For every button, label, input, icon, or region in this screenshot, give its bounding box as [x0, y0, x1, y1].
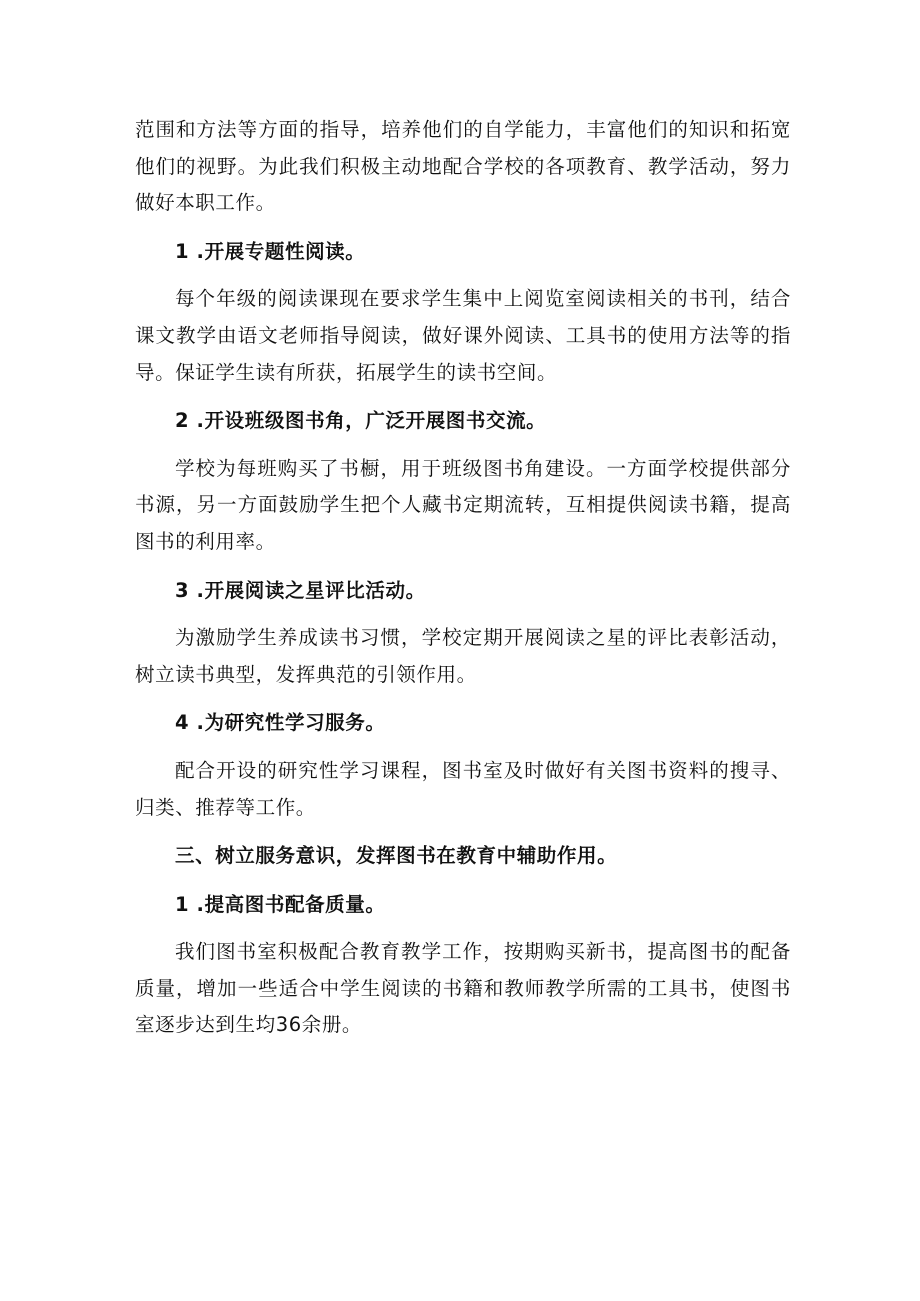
paragraph-reading-star: 为激励学生养成读书习惯，学校定期开展阅读之星的评比表彰活动，树立读书典型，发挥典范的引领作用。 [135, 626, 791, 686]
heading-class-book-corner: 2 .开设班级图书角，广泛开展图书交流。 [175, 409, 547, 433]
heading-section-three: 三、树立服务意识，发挥图书在教育中辅助作用。 [175, 844, 618, 868]
heading-book-quality: 1 .提高图书配备质量。 [175, 892, 386, 916]
paragraph-book-quality: 我们图书室积极配合教育教学工作，按期购买新书，提高图书的配备质量，增加一些适合中学生阅读的书籍和教师教学所需的工具书，使图书室逐步达到生均36余册。 [135, 940, 791, 1037]
paragraph-intro-continuation: 范围和方法等方面的指导，培养他们的自学能力，丰富他们的知识和拓宽他们的视野。为此我们积极主动地配合学校的各项教育、教学活动，努力做好本职工作。 [135, 118, 791, 215]
heading-reading-star: 3 .开展阅读之星评比活动。 [175, 578, 426, 602]
heading-research-learning: 4 .为研究性学习服务。 [175, 711, 386, 735]
paragraph-topic-reading: 每个年级的阅读课现在要求学生集中上阅览室阅读相关的书刊，结合课文教学由语文老师指导阅读，做好课外阅读、工具书的使用方法等的指导。保证学生读有所获，拓展学生的读书空间。 [135, 287, 791, 384]
heading-topic-reading: 1 .开展专题性阅读。 [175, 239, 366, 263]
paragraph-research-learning: 配合开设的研究性学习课程，图书室及时做好有关图书资料的搜寻、归类、推荐等工作。 [135, 758, 791, 819]
paragraph-class-book-corner: 学校为每班购买了书橱，用于班级图书角建设。一方面学校提供部分书源，另一方面鼓励学生把个人藏书定期流转，互相提供阅读书籍，提高图书的利用率。 [135, 456, 791, 553]
document-body [135, 112, 791, 1044]
